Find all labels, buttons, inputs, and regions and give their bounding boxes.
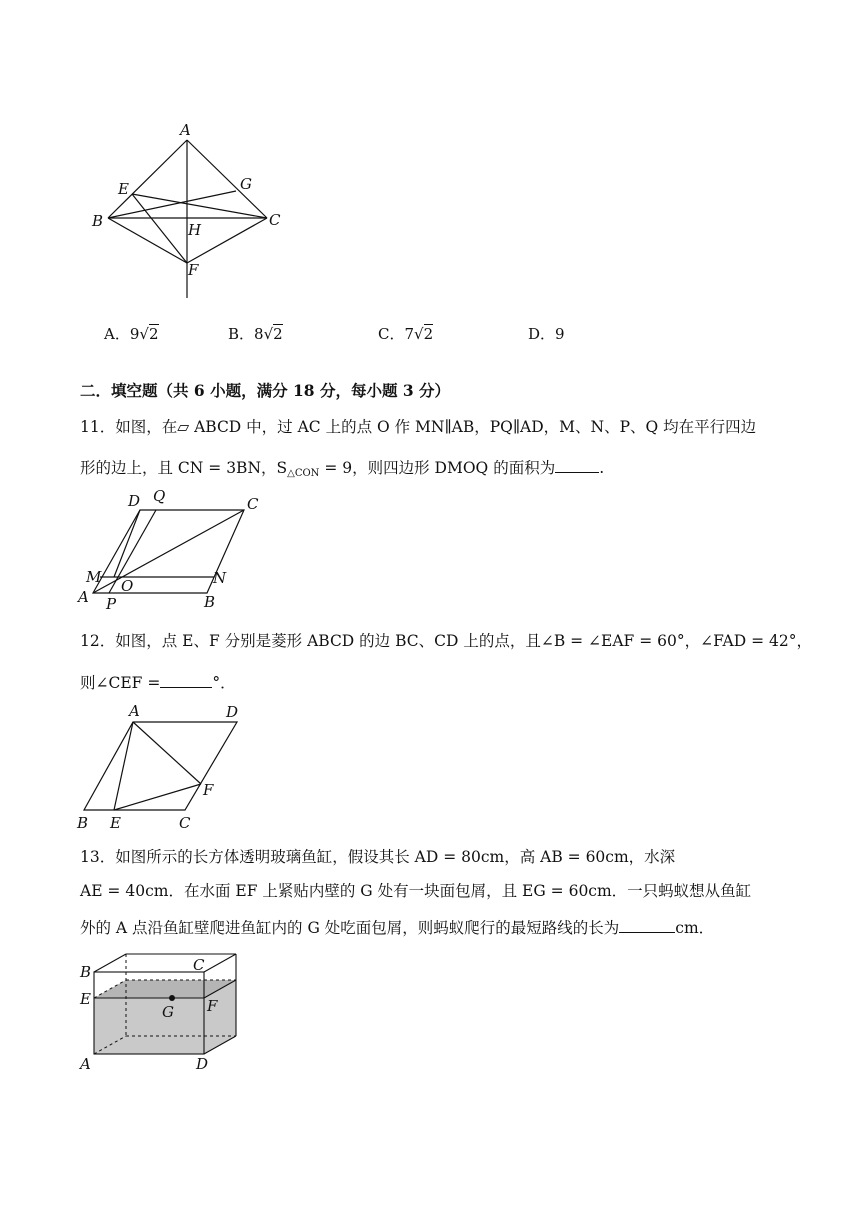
q12-answer-blank[interactable] [160, 673, 212, 688]
option-c-prefix: C． [378, 325, 405, 343]
label-M: M [86, 568, 102, 586]
label-H: H [188, 221, 202, 239]
q11-line-1: 11．如图，在▱ ABCD 中，过 AC 上的点 O 作 MN∥AB，PQ∥AD，M、N、P、Q 均在平行四边 [80, 418, 757, 436]
label-G: G [162, 1003, 174, 1021]
label-B: B [204, 593, 216, 611]
figure-q12 [74, 700, 254, 832]
rhombus-ABCD [84, 722, 237, 810]
label-F: F [207, 997, 218, 1015]
sqrt-icon: √ [414, 325, 424, 343]
option-c-coef: 7 [404, 325, 415, 343]
edge-top-right [204, 954, 236, 972]
option-b-coef: 8 [254, 325, 264, 343]
option-d-value: 9 [555, 325, 565, 343]
q11-line-2 [80, 458, 604, 479]
q13-line-2: AE = 40cm．在水面 EF 上紧贴内壁的 G 处有一块面包屑，且 EG = 60cm．一只蚂蚁想从鱼缸 [80, 882, 752, 900]
label-D: D [226, 703, 239, 721]
label-C: C [247, 495, 259, 513]
q12-line-1: 12．如图，点 E、F 分别是菱形 ABCD 的边 BC、CD 上的点，且∠B = ∠EAF = 60°，∠FAD = 42°， [80, 632, 812, 650]
option-c-radicand: 2 [423, 325, 434, 343]
option-d[interactable] [528, 327, 565, 342]
option-c[interactable] [378, 327, 433, 342]
line-EF [132, 194, 187, 263]
label-N: N [213, 569, 227, 587]
option-a[interactable] [104, 327, 159, 342]
figure-q13 [76, 948, 246, 1076]
label-B: B [77, 814, 89, 832]
label-G: G [240, 175, 252, 193]
option-a-radicand: 2 [148, 325, 159, 343]
line-AE [114, 722, 133, 810]
option-a-coef: 9 [129, 325, 140, 343]
label-D: D [128, 492, 141, 510]
option-b-radicand: 2 [273, 325, 283, 343]
label-A: A [129, 702, 140, 720]
q11-text-a: 形的边上，且 CN = 3BN，S [80, 459, 288, 477]
q12-line-2 [80, 673, 236, 692]
line-DO [114, 510, 140, 577]
line-AF [133, 722, 201, 784]
label-E: E [110, 814, 121, 832]
q13-answer-blank[interactable] [619, 918, 675, 933]
label-F: F [188, 261, 199, 279]
label-F: F [203, 781, 214, 799]
label-C: C [193, 956, 205, 974]
q11-text-end: . [599, 459, 605, 477]
label-O: O [121, 577, 134, 595]
label-A: A [180, 121, 191, 139]
sqrt-icon: √ [263, 325, 274, 343]
q12-text-end: °． [212, 674, 236, 692]
label-Q: Q [153, 487, 166, 505]
option-b-prefix: B． [228, 325, 255, 343]
line-AB [108, 140, 187, 218]
q13-text-a: 外的 A 点沿鱼缸壁爬进鱼缸内的 G 处吃面包屑，则蚂蚁爬行的最短路线的长为 [80, 919, 620, 937]
figure-q10 [80, 118, 300, 303]
q13-line-3 [80, 918, 714, 937]
label-C: C [179, 814, 191, 832]
label-A: A [78, 588, 89, 606]
label-C: C [269, 211, 281, 229]
label-P: P [106, 595, 117, 613]
label-A: A [80, 1055, 91, 1073]
q12-text-a: 则∠CEF = [80, 674, 161, 692]
q13-line-1: 13．如图所示的长方体透明玻璃鱼缸，假设其长 AD = 80cm，高 AB = 60cm，水深 [80, 848, 676, 866]
q11-subscript: △CON [287, 468, 320, 479]
edge-top-left [94, 954, 126, 972]
sqrt-icon: √ [139, 325, 149, 343]
option-a-prefix: A． [104, 325, 130, 343]
line-BF [108, 218, 187, 263]
label-B: B [80, 963, 92, 981]
label-E: E [80, 990, 91, 1008]
q11-answer-blank[interactable] [555, 458, 599, 473]
section-heading: 二．填空题（共 6 小题，满分 18 分，每小题 3 分） [80, 381, 451, 400]
figure-q11 [76, 485, 276, 613]
label-D: D [196, 1055, 209, 1073]
option-b[interactable] [228, 327, 283, 342]
point-G [169, 995, 175, 1001]
q13-text-end: cm． [675, 919, 715, 937]
label-B: B [92, 212, 104, 230]
q11-text-b: = 9，则四边形 DMOQ 的面积为 [319, 459, 556, 477]
option-d-prefix: D． [528, 325, 556, 343]
label-E: E [118, 180, 129, 198]
